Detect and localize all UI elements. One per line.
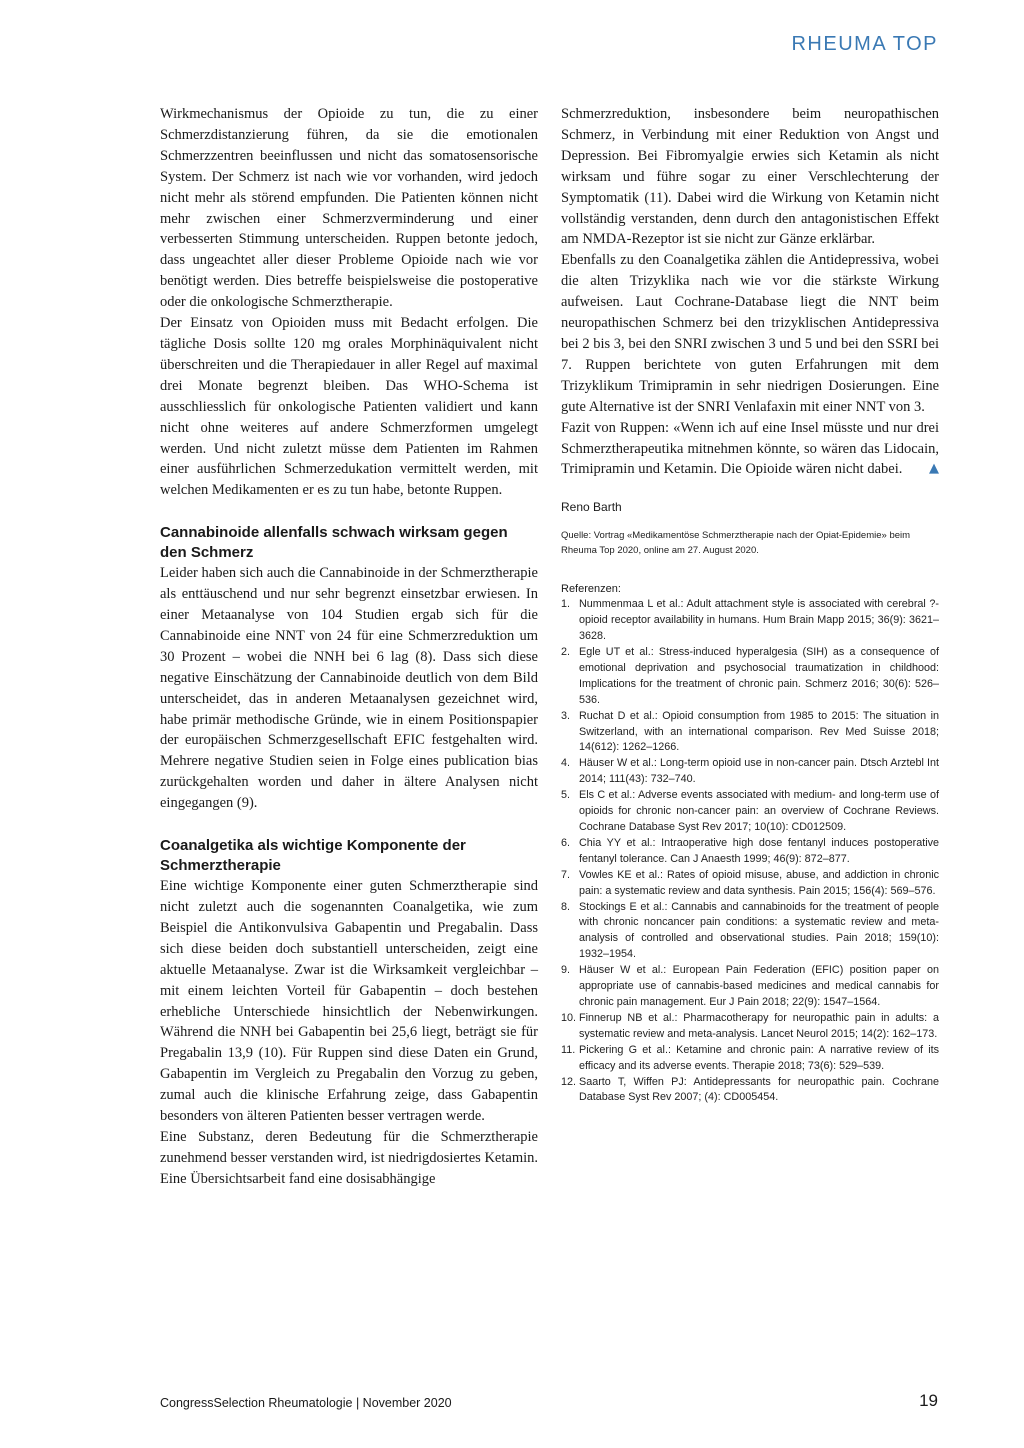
closing-paragraph xyxy=(561,418,939,481)
body-paragraph: Eine Substanz, deren Bedeutung für die Schmerztherapie zunehmend besser verstanden wird, ist niedrigdosiertes Ketamin. Eine Übersichtsarbeit fand eine dosisabhängige xyxy=(160,1128,538,1187)
reference-item: 3. Ruchat D et al.: Opioid consumption from 1985 to 2015: The situation in Switzerland, with an international comparison. Rev Med Suisse 2018; 14(612): 1262–1266. xyxy=(561,709,939,754)
reference-item: 9. Häuser W et al.: European Pain Federation (EFIC) position paper on appropriate use of cannabis-based medicines and medical cannabis for chronic pain management. Eur J Pain 2018; 22(9): 1547–1564. xyxy=(561,964,939,1008)
body-paragraph: Eine wichtige Komponente einer guten Schmerztherapie sind nicht zuletzt auch die sogenannten Coanalgetika, wie zum Beispiel die Antikonvulsiva Gabapentin und Pregabalin. Dass sich diese beiden doch substantiell unterscheiden, zeigt eine aktuelle Metaanalyse. Zwar ist die Wirksamkeit vergleichbar – mit einem leichten Vorteil für Gabapentin – doch bestehen erhebliche Unterschiede hinsichtlich der Nebenwirkungen. Während die NNH bei Gabapentin bei 25,6 liegt, beträgt sie für Pregabalin 13,9 (10). Für Ruppen sind diese Daten ein Grund, Gabapentin im Vergleich zu Pregabalin den Vorzug zu geben, zumal auch die klinische Erfahrung zeige, dass Gabapentin besonders von älteren Patienten besser vertragen werde. xyxy=(160,878,538,1125)
reference-item: 1. Nummenmaa L et al.: Adult attachment style is associated with cerebral ?-opioid receptor availability in humans. Hum Brain Mapp 2015; 36(9): 3621–3628. xyxy=(561,598,939,643)
reference-item: 6. Chia YY et al.: Intraoperative high dose fentanyl induces postoperative fentanyl tolerance. Can J Anaesth 1999; 46(9): 872–877. xyxy=(561,836,939,865)
reference-item: 7. Vowles KE et al.: Rates of opioid misuse, abuse, and addiction in chronic pain: a systematic review and data synthesis. Pain 2015; 156(4): 569–576. xyxy=(561,868,939,897)
section-heading-coanalgetika: Coanalgetika als wichtige Komponente der Schmerztherapie xyxy=(160,837,466,875)
reference-item: 12. Saarto T, Wiffen PJ: Antidepressants for neuropathic pain. Cochrane Database Syst Rev 2007; (4): CD005454. xyxy=(561,1075,939,1104)
references-list xyxy=(561,597,939,1106)
source-note: Quelle: Vortrag «Medikamentöse Schmerztherapie nach der Opiat-Epidemie» beim Rheuma Top 2020, online am 27. August 2020. xyxy=(561,530,911,557)
body-paragraph: Leider haben sich auch die Cannabinoide in der Schmerztherapie als enttäuschend und nur sehr begrenzt einsetzbar erwiesen. In einer Metaanalyse von 104 Studien ergab sich für die Cannabinoide eine NNT von 24 für eine Schmerzreduktion um 30 Prozent – wobei die NNH bei 6 lag (8). Dass sich diese negative Einschätzung der Cannabinoide deutlich von dem Bild unterscheidet, das in anderen Metaanalysen gezeichnet wird, habe primär methodische Gründe, wie in einem Positionspapier der europäischen Schmerzgesellschaft EFIC festgehalten wird. Mehrere negative Studien seien in Folge eines publication bias zurückgehalten worden und daher in ältere Analysen nicht eingegangen (9). xyxy=(160,565,538,812)
reference-item: 4. Häuser W et al.: Long-term opioid use in non-cancer pain. Dtsch Arztebl Int 2014; 111(43): 732–740. xyxy=(561,757,939,786)
reference-item: 10. Finnerup NB et al.: Pharmacotherapy for neuropathic pain in adults: a systematic review and meta-analysis. Lancet Neurol 2015; 14(2): 162–173. xyxy=(561,1011,939,1040)
body-paragraph: Der Einsatz von Opioiden muss mit Bedacht erfolgen. Die tägliche Dosis sollte 120 mg orales Morphinäquivalent nicht überschreiten und die Therapiedauer in aller Regel auf maximal drei Monate begrenzt bleiben. Das WHO-Schema ist ausschliesslich für onkologische Patienten validiert und kann nicht ohne weiteres auf andere Schmerzformen umgelegt werden. Und nicht zuletzt müsse dem Patienten im Rahmen einer ausführlichen Schmerzedukation vermittelt werden, mit welchen Medikamenten er es zu tun habe, betonte Ruppen. xyxy=(160,315,538,499)
section-heading-cannabinoide: Cannabinoide allenfalls schwach wirksam gegen den Schmerz xyxy=(160,524,508,562)
references-heading: Referenzen: xyxy=(561,583,621,596)
page-number: 19 xyxy=(919,1391,938,1410)
article-end-triangle-icon: ▲ xyxy=(929,461,939,477)
left-column xyxy=(160,104,538,1190)
running-header: RHEUMA TOP xyxy=(791,33,938,55)
body-paragraph: Wirkmechanismus der Opioide zu tun, die zu einer Schmerzdistanzierung führen, da sie die emotionalen Schmerzzentren beeinflussen und nicht das somatosensorische System. Der Schmerz ist nach wie vor vorhanden, wird jedoch nicht mehr als störend empfunden. Die Patienten können nicht mehr zwischen einer Schmerzverminderung und einer verbesserten Stimmung unterscheiden. Ruppen betonte jedoch, dass ungeachtet aller dieser Probleme Opioide nach wie vor benötigt werden. Dies betreffe beispielsweise die postoperative oder die onkologische Schmerztherapie. xyxy=(160,106,538,311)
reference-item: 8. Stockings E et al.: Cannabis and cannabinoids for the treatment of people with chronic noncancer pain conditions: a systematic review and meta-analysis of controlled and observational studies. Pain 2018; 159(10): 1932–1954. xyxy=(561,900,939,961)
reference-item: 11. Pickering G et al.: Ketamine and chronic pain: A narrative review of its efficacy and its adverse events. Therapie 2018; 73(6): 529–539. xyxy=(561,1043,939,1072)
body-paragraph: Ebenfalls zu den Coanalgetika zählen die Antidepressiva, wobei die alten Trizyklika nach wie vor die stärkste Wirkung aufweisen. Laut Cochrane-Database liegt die NNT beim neuropathischen Schmerz bei den trizyklischen Antidepressiva bei 2 bis 3, bei den SNRI zwischen 3 und 5 und bei den SSRI bei 7. Ruppen berichtete von guten Erfahrungen mit dem Trizyklikum Trimipramin in sehr niedrigen Dosierungen. Eine gute Alternative ist der SNRI Venlafaxin mit einer NNT von 3. xyxy=(561,252,939,415)
closing-text: Fazit von Ruppen: «Wenn ich auf eine Insel müsste und nur drei Schmerztherapeutika mitnehmen könnte, so wären das Lidocain, Trimipramin und Ketamin. Die Opioide wären nicht dabei. xyxy=(561,419,939,478)
right-column xyxy=(561,104,939,1106)
reference-item: 2. Egle UT et al.: Stress-induced hyperalgesia (SIH) as a consequence of emotional deprivation and psychosocial traumatization in childhood: Implications for the treatment of chronic pain. Schmerz 2016; 30(6): 526–536. xyxy=(561,646,939,706)
author-byline: Reno Barth xyxy=(561,500,622,515)
body-paragraph: Schmerzreduktion, insbesondere beim neuropathischen Schmerz, in Verbindung mit einer Reduktion von Angst und Depression. Bei Fibromyalgie erwies sich Ketamin als nicht wirksam und führe sogar zu einer Verschlechterung der Symptomatik (11). Dabei wird die Wirkung von Ketamin nicht vollständig verstanden, denn durch den antagonistischen Effekt am NMDA-Rezeptor ist sie nicht zur Gänze erklärbar. xyxy=(561,106,939,248)
reference-item: 5. Els C et al.: Adverse events associated with medium- and long-term use of opioids for chronic non-cancer pain: an overview of Cochrane Reviews. Cochrane Database Syst Rev 2017; 10(10): CD012509. xyxy=(561,789,939,833)
footer-publication: CongressSelection Rheumatologie | November 2020 xyxy=(160,1396,452,1410)
